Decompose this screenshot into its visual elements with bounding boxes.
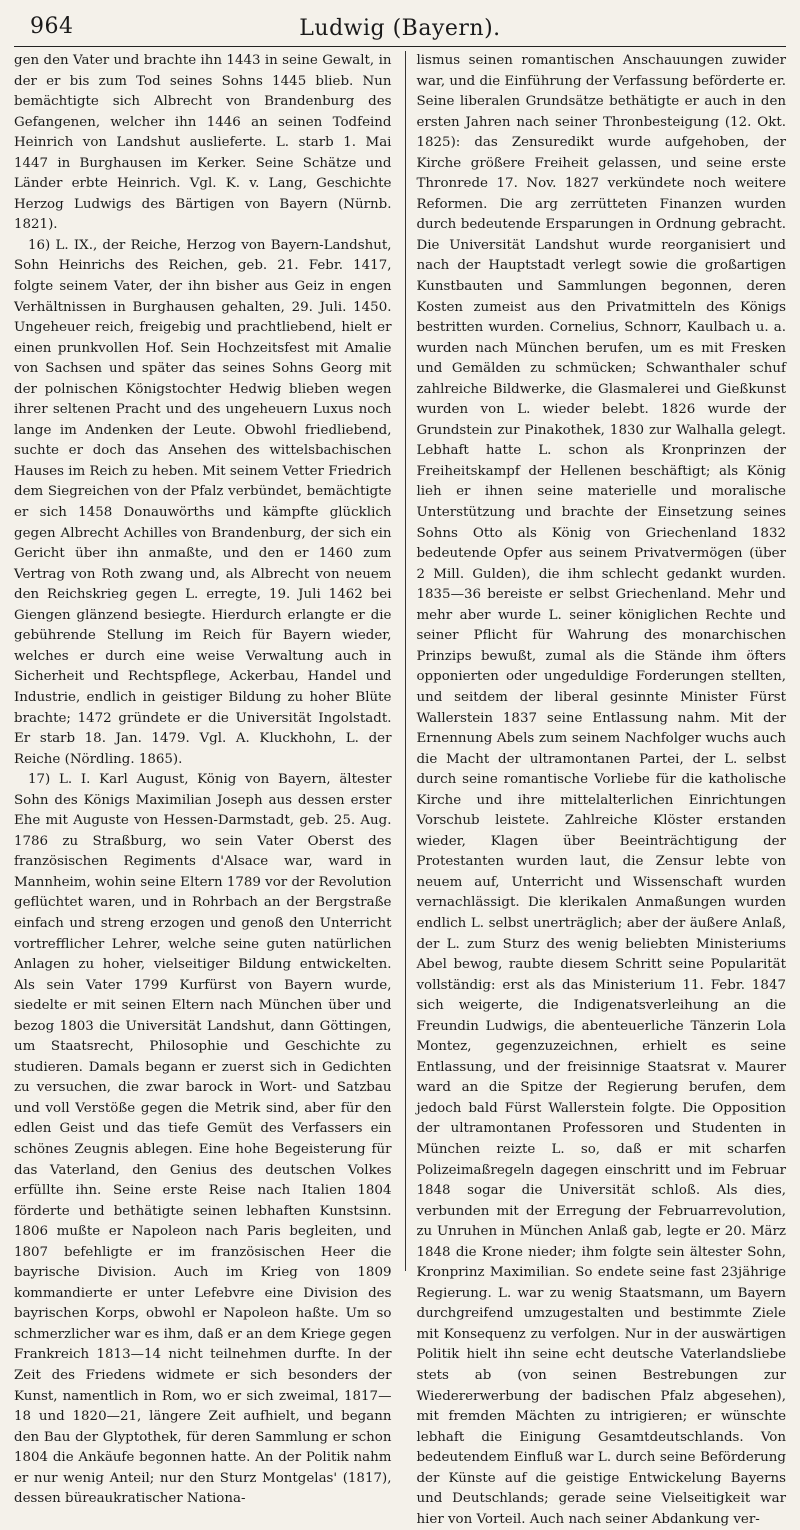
paragraph: lismus seinen romantischen Anschauungen zuwider war, und die Einführung der Verfassung beförderte er. Seine liberalen Grundsätze bethätigte er auch in den ersten Jahren nach seiner Thronbesteigung (12. Okt. 1825): das Zensuredikt wurde aufgehoben, der Kirche größere Freiheit gelassen, und seine erste Thronrede 17. Nov. 1827 verkündete noch weitere Reformen. Die arg zerrütteten Finanzen wurden durch bedeutende Ersparungen in Ordnung gebracht. Die Universität Landshut wurde reorganisiert und nach der Hauptstadt verlegt sowie die großartigen Kunstbauten und Sammlungen begonnen, deren Kosten zumeist aus den Privatmitteln des Königs bestritten wurden. Cornelius, Schnorr, Kaulbach u. a. wurden nach München berufen, um es mit Fresken und Gemälden zu schmücken; Schwanthaler schuf zahlreiche Bildwerke, die Glasmalerei und Gießkunst wurden von L. wieder belebt. 1826 wurde der Grundstein zur Pinakothek, 1830 zur Walhalla gelegt. Lebhaft hatte L. schon als Kronprinzen der Freiheitskampf der Hellenen beschäftigt; als König lieh er ihnen seine materielle und moralische Unterstützung und brachte der Einsetzung seines Sohns Otto als König von Griechenland 1832 bedeutende Opfer aus seinem Privatvermögen (über 2 Mill. Gulden), die ihm schlecht gedankt wurden. 1835—36 bereiste er selbst Griechenland. Mehr und mehr aber wurde L. seiner königlichen Rechte und seiner Pflicht für Wahrung des monarchischen Prinzips bewußt, zumal als die Stände ihm öfters opponierten oder ungeduldige Forderungen stellten, und seitdem der liberal gesinnte Minister Fürst Wallerstein 1837 seine Entlassung nahm. Mit der Ernennung Abels zum seinem Nachfolger wuchs auch die Macht der ultramontanen Partei, der L. selbst durch seine romantische Vorliebe für die katholische Kirche und ihre mittelalterlichen Einrichtungen Vorschub leistete. Zahlreiche Klöster erstanden wieder, Klagen über Beeinträchtigung der Protestanten wurden laut, die Zensur lebte von neuem auf, Unterricht und Wissenschaft wurden vernachlässigt. Die klerikalen Anmaßungen wurden endlich L. selbst unerträglich; aber der äußere Anlaß, der L. zum Sturz des wenig beliebten Ministeriums Abel bewog, raubte diesem Schritt seine Popularität vollständig: erst als das Ministerium 11. Febr. 1847 sich weigerte, die Indigenatsverleihung an die Freundin Ludwigs, die abenteuerliche Tänzerin Lola Montez, gegenzuzeichnen, erhielt es seine Entlassung, und der freisinnige Staatsrat v. Maurer ward an die Spitze der Regierung berufen, dem jedoch bald Fürst Wallerstein folgte. Die Opposition der ultramontanen Professoren und Studenten in München reizte L. so, daß er mit scharfen Polizeimaßregeln dagegen einschritt und im Februar 1848 sogar die Universität schloß. Als dies, verbunden mit der Erregung der Februarrevolution, zu Unruhen in München Anlaß gab, legte er 20. März 1848 die Krone nieder; ihm folgte sein ältester Sohn, Kronprinz Maximilian. So endete seine fast 23jährige Regierung. L. war zu wenig Staatsmann, um Bayern durchgreifend umzugestalten und bestimmte Ziele mit Konsequenz zu verfolgen. Nur in der auswärtigen Politik hielt ihn seine echt deutsche Vaterlandsliebe stets ab (von seinen Bestrebungen zur Wiedererwerbung der badischen Pfalz abgesehen), mit fremden Mächten zu intrigieren; er wünschte lebhaft die Einigung Gesamtdeutschlands. Von bedeutendem Einfluß war L. durch seine Beförderung der Künste auf die geistige Entwickelung Bayerns und Deutschlands; gerade seine Vielseitigkeit war hier von Vorteil. Auch nach seiner Abdankung ver- [416, 53, 787, 1527]
right-column [405, 51, 787, 1527]
paragraph: 16) L. IX., der Reiche, Herzog von Bayern-Landshut, Sohn Heinrichs des Reichen, geb. 21. Febr. 1417, folgte seinem Vater, der ihn bisher aus Geiz in engen Verhältnissen in Burghausen gehalten, 29. Juli. 1450. Ungeheuer reich, freigebig und prachtliebend, hielt er einen prunkvollen Hof. Sein Hochzeitsfest mit Amalie von Sachsen und später das seines Sohns Georg mit der polnischen Königstochter Hedwig blieben wegen ihrer seltenen Pracht und des ungeheuern Luxus noch lange im Andenken der Leute. Obwohl friedliebend, suchte er doch das Ansehen des wittelsbachischen Hauses im Reich zu heben. Mit seinem Vetter Friedrich dem Siegreichen von der Pfalz verbündet, bemächtigte er sich 1458 Donauwörths und kämpfte glücklich gegen Albrecht Achilles von Brandenburg, der sich ein Gericht über ihn anmaßte, und den er 1460 zum Vertrag von Roth zwang und, als Albrecht von neuem den Reichskrieg gegen L. erregte, 19. Juli 1462 bei Giengen glänzend besiegte. Hierdurch erlangte er die gebührende Stellung im Reich für Bayern wieder, welches er durch eine weise Verwaltung auch in Sicherheit und Rechtspflege, Ackerbau, Handel und Industrie, endlich in geistiger Bildung zu hoher Blüte brachte; 1472 gründete er die Universität Ingolstadt. Er starb 18. Jan. 1479. Vgl. A. Kluckhohn, L. der Reiche (Nördling. 1865). [14, 237, 392, 767]
paragraph: gen den Vater und brachte ihn 1443 in seine Gewalt, in der er bis zum Tod seines Sohns 1445 blieb. Nun bemächtigte sich Albrecht von Brandenburg des Gefangenen, welcher ihn 1446 an seinen Todfeind Heinrich von Landshut auslieferte. L. starb 1. Mai 1447 in Burghausen im Kerker. Seine Schätze und Länder erbte Heinrich. Vgl. K. v. Lang, Geschichte Herzog Ludwigs des Bärtigen von Bayern (Nürnb. 1821). [14, 53, 392, 233]
text-columns [14, 51, 787, 1527]
paragraph: 17) L. I. Karl August, König von Bayern, ältester Sohn des Königs Maximilian Joseph aus dessen erster Ehe mit Auguste von Hessen-Darmstadt, geb. 25. Aug. 1786 zu Straßburg, wo sein Vater Oberst des französischen Regiments d'Alsace war, ward in Mannheim, wohin seine Eltern 1789 vor der Revolution geflüchtet waren, und in Rohrbach an der Bergstraße einfach und streng erzogen und genoß den Unterricht vortrefflicher Lehrer, welche seine guten natürlichen Anlagen zu hoher, vielseitiger Bildung entwickelten. Als sein Vater 1799 Kurfürst von Bayern wurde, siedelte er mit seinen Eltern nach München über und bezog 1803 die Universität Landshut, dann Göttingen, um Staatsrecht, Philosophie und Geschichte zu studieren. Damals begann er zuerst sich in Gedichten zu versuchen, die zwar barock in Wort- und Satzbau und voll Verstöße gegen die Metrik sind, aber für den edlen Geist und das tiefe Gemüt des Verfassers ein schönes Zeugnis ablegen. Eine hohe Begeisterung für das Vaterland, den Genius des deutschen Volkes erfüllte ihn. Seine erste Reise nach Italien 1804 förderte und bethätigte seinen lebhaften Kunstsinn. 1806 mußte er Napoleon nach Paris begleiten, und 1807 befehligte er im französischen Heer die bayrische Division. Auch im Krieg von 1809 kommandierte er unter Lefebvre eine Division des bayrischen Korps, obwohl er Napoleon haßte. Um so schmerzlicher war es ihm, daß er an dem Kriege gegen Frankreich 1813—14 nicht teilnehmen durfte. In der Zeit des Friedens widmete er sich besonders der Kunst, namentlich in Rom, wo er sich zweimal, 1817—18 und 1820—21, längere Zeit aufhielt, und begann den Bau der Glyptothek, für deren Sammlung er schon 1804 die Ankäufe begonnen hatte. An der Politik nahm er nur wenig Anteil; nur den Sturz Montgelas' (1817), dessen büreaukratischer Nationa- [14, 772, 392, 1507]
page-header [14, 10, 786, 47]
running-head: Ludwig (Bayern). [299, 15, 501, 41]
page-number: 964 [30, 14, 74, 39]
left-column [14, 51, 392, 1507]
